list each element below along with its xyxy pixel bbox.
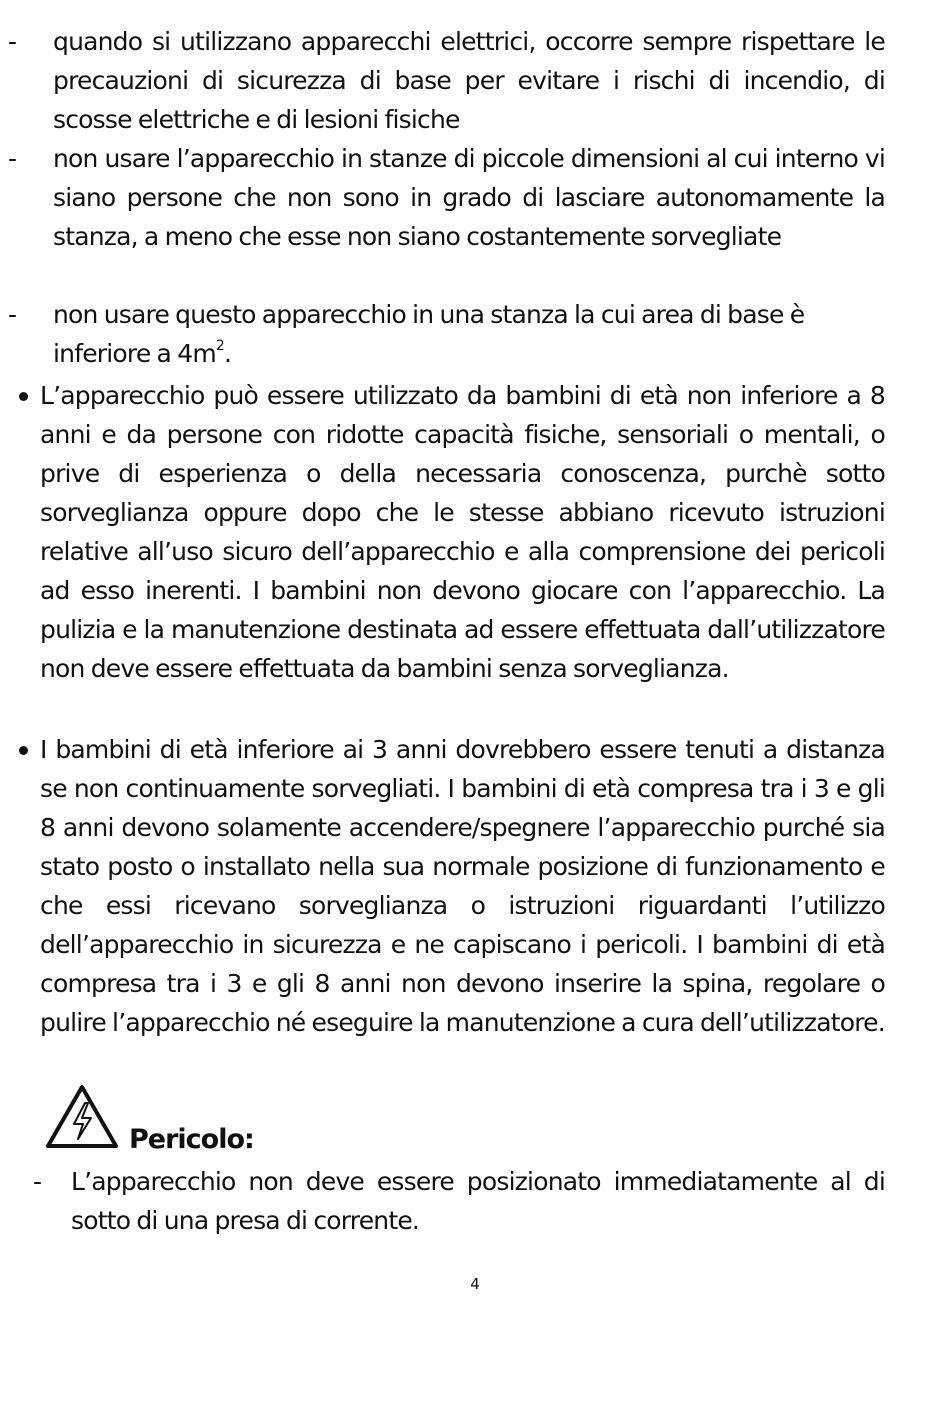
- bullet-item-text: I bambini di età inferiore ai 3 anni dovrebbero essere tenuti a distanza se non continuamente sorvegliati. I bambini di età compresa tra i 3 e gli 8 anni devono solamente accendere/spegnere l’apparecchio purché sia stato posto o installato nella sua normale posizione di funzionamento e che essi ricevano sorveglianza o istruzioni riguardanti l’utilizzo dell’apparecchio in sicurezza e ne capiscano i pericoli. I bambini di età compresa tra i 3 e gli 8 anni non devono inserire la spina, regolare o pulire l’apparecchio né eseguire la manutenzione a cura dell’utilizzatore.: [40, 735, 885, 1037]
- danger-item-socket: [71, 1162, 885, 1240]
- dash-item-small-rooms: [53, 139, 885, 256]
- dash-item-suffix: .: [223, 339, 232, 368]
- bullet-item-children-under-3: [40, 730, 885, 1042]
- page-number: 4: [470, 1275, 480, 1293]
- bullet-item-children-persons: [40, 376, 885, 688]
- dash-item-text: quando si utilizzano apparecchi elettrici, occorre sempre rispettare le precauzioni di sicurezza di base per evitare i rischi di incendio, di scosse elettriche e di lesioni fisiche: [53, 27, 885, 134]
- dash-item-safety-precautions: [53, 22, 885, 139]
- danger-item-text: L’apparecchio non deve essere posizionato immediatamente al di sotto di una presa di corrente.: [71, 1167, 885, 1235]
- dash-item-room-area: [53, 295, 885, 373]
- bullet-dot: [19, 746, 28, 755]
- bullet-item-text: L’apparecchio può essere utilizzato da bambini di età non inferiore a 8 anni e da persone con ridotte capacità fisiche, sensoriali o mentali, o prive di esperienza o della necessaria conoscenza, purchè sotto sorveglianza oppure dopo che le stesse abbiano ricevuto istruzioni relative all’uso sicuro dell’apparecchio e alla comprensione dei pericoli ad esso inerenti. I bambini non devono giocare con l’apparecchio. La pulizia e la manutenzione destinata ad essere effettuata dall’utilizzatore non deve essere effettuata da bambini senza sorveglianza.: [40, 381, 885, 683]
- bullet-dot: [19, 392, 28, 401]
- dash-item-text: non usare l’apparecchio in stanze di piccole dimensioni al cui interno vi siano persone che non sono in grado di lasciare autonomamente la stanza, a meno che esse non siano costantemente sorvegliate: [53, 144, 885, 251]
- dash-marker: -: [8, 300, 18, 329]
- danger-heading: Pericolo:: [129, 1124, 254, 1155]
- dash-marker: -: [8, 27, 18, 56]
- superscript-two: 2: [215, 338, 224, 354]
- electric-hazard-warning-icon: [44, 1082, 120, 1152]
- dash-marker: -: [8, 144, 18, 173]
- dash-item-text: non usare questo apparecchio in una stanza la cui area di base è inferiore a 4m: [53, 300, 805, 368]
- dash-marker: -: [33, 1167, 43, 1196]
